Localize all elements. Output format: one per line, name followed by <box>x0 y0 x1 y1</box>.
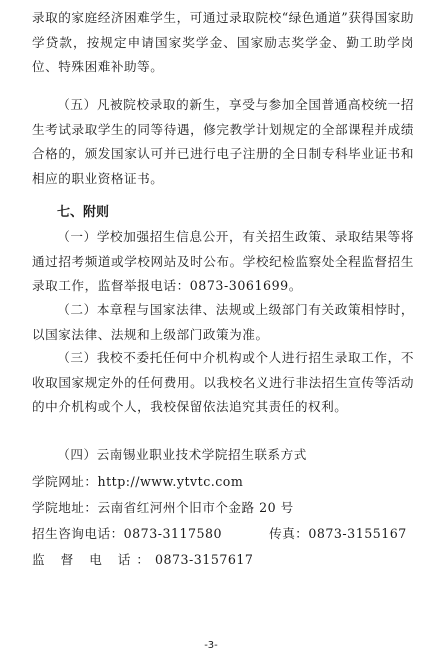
address-line: 学院地址：云南省红河州个旧市个金路 20 号 <box>32 500 294 515</box>
article-two: （二）本章程与国家法律、法规或上级部门有关政策相悖时，以国家法律、法规和上级部门政策为准。 <box>32 302 414 342</box>
paragraph-intro: 录取的家庭经济困难学生，可通过录取院校“绿色通道”获得国家助学贷款，按规定申请国家奖学金、国家励志奖学金、勤工助学岗位、特殊困难补助等。 <box>32 10 415 74</box>
paragraph-five: （五）凡被院校录取的新生，享受与参加全国普通高校统一招生考试录取学生的同等待遇，修完教学计划规定的全部课程并成绩合格的，颁发国家认可并已进行电子注册的全日制专科毕业证书和相应的职业资格证书。 <box>32 97 414 186</box>
hotline-line <box>32 522 407 546</box>
article-three: （三）我校不委托任何中介机构或个人进行招生录取工作，不收取国家规定外的任何费用。以我校名义进行非法招生宣传等活动的中介机构或个人，我校保留依法追究其责任的权利。 <box>32 350 414 414</box>
hotline-text: 招生咨询电话：0873-3117580 <box>32 526 223 541</box>
website-line: 学院网址：http://www.ytvtc.com <box>32 474 244 489</box>
supervise-value: 0873-3157617 <box>154 552 254 567</box>
section-heading: 七、附则 <box>57 205 110 220</box>
supervise-line <box>32 548 253 572</box>
fax-text: 传真：0873-3155167 <box>269 526 407 541</box>
page-number: -3- <box>204 640 218 651</box>
article-one: （一）学校加强招生信息公开，有关招生政策、录取结果等将通过招考频道或学校网站及时公布。学校纪检监察处全程监督招生录取工作，监督举报电话：0873-3061699。 <box>32 229 414 293</box>
article-four: （四）云南锡业职业技术学院招生联系方式 <box>57 447 307 462</box>
supervise-label: 监 督 电 话： <box>32 552 155 567</box>
